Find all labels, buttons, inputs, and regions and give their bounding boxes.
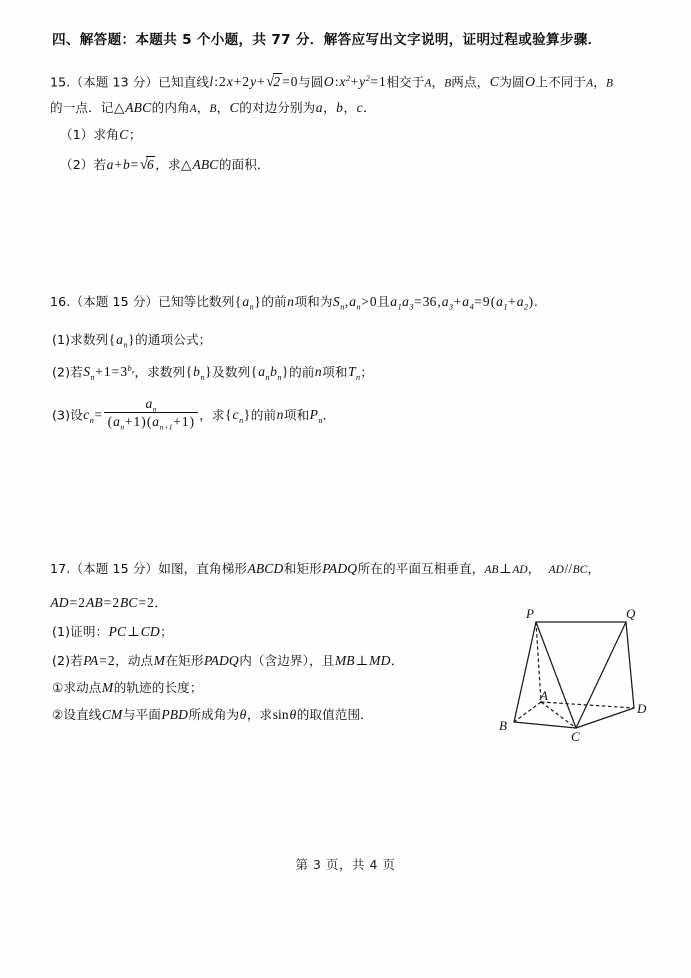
vertex-label-Q: Q	[626, 606, 636, 621]
q16-part2-label: (2)	[52, 364, 71, 380]
q16-part2-mid: ，求数列	[134, 364, 186, 380]
line-cm: CM	[101, 707, 123, 722]
edge-QC	[576, 622, 626, 728]
q16-part2-mid2: 及数列	[212, 364, 251, 380]
circle-ref-text: 为圆	[499, 74, 525, 90]
q17-sub2-label: ②	[52, 707, 64, 722]
q16-part3-label: (3)	[52, 407, 71, 423]
edge-QD	[626, 622, 634, 708]
question-16-stem: 16.（本题 15 分）已知等比数列$\{a_n\}$的前n项和为$S_n,a_n>0$且$a_1a_3=36,a_3+a_4=9(a_1+a_2)$.	[50, 294, 538, 312]
question-17-points: （本题 15 分）	[70, 561, 159, 576]
q17-sub1-text: 求动点	[63, 680, 102, 695]
part-1-suffix: ；	[128, 127, 142, 142]
question-15-stem-line2: 的一点．记△ABC的内角A，B，C的对边分别为a，b，c．	[50, 100, 376, 115]
q17-part2-mid2: 在矩形	[165, 653, 204, 668]
fraction-cn: $\frac{a_n}{(a_n+1)(a_{n+1}+1)}$	[104, 396, 198, 430]
stem-line2-mid: 的内角	[151, 100, 190, 115]
question-17-stem-line1: 17.（本题 15 分）如图，直角梯形ABCD和矩形PADQ所在的平面互相垂直，AB⊥AD， AD//BC，	[50, 561, 601, 576]
part-2-mid: ，求	[155, 157, 181, 172]
question-17-part-1: (1)证明：PC⊥CD；	[52, 624, 173, 639]
q16-part3-text: 设	[70, 407, 83, 423]
section-header: 四、解答题：本题共 5 个小题，共 77 分．解答应写出文字说明，证明过程或验算步骤．	[52, 32, 602, 48]
edge-BC	[514, 722, 576, 728]
question-17-stem-line2: AD=2AB=2BC=2．	[50, 595, 168, 610]
q17-sub1-label: ①	[52, 680, 64, 695]
question-17-part-2-sub2: ②设直线CM与平面PBD所成角为θ，求sinθ的取值范围．	[52, 707, 373, 722]
stem-line2-tail: 的对边分别为	[239, 100, 316, 115]
question-15-part-1	[60, 128, 142, 143]
geometry-figure	[486, 596, 661, 746]
question-16-number: 16.	[50, 294, 71, 309]
q17-part2-mid3: 内（含边界），且	[239, 653, 335, 668]
vertex-label-C: C	[571, 729, 580, 744]
point-m-sub1: M	[101, 680, 114, 695]
q17-sub2-mid: 与平面	[122, 707, 161, 722]
stem-line2-prefix: 的一点．记	[50, 100, 114, 115]
question-17-part-2: (2)若PA=2，动点M在矩形PADQ内（含边界），且MB⊥MD．	[52, 653, 404, 668]
q16-part1-text: 求数列	[70, 332, 109, 347]
vertex-label-D: D	[637, 701, 647, 716]
q17-part1-text: 证明：	[70, 624, 109, 639]
part-2-text: 若	[93, 157, 107, 172]
question-15-stem-prefix: 已知直线	[158, 74, 210, 90]
cond-and: 且	[377, 294, 390, 309]
q17-line2-end: ．	[154, 595, 168, 610]
edge-PB	[514, 622, 536, 722]
page-footer: 第 3 页，共 4 页	[295, 857, 396, 872]
q16-part2-text: 若	[70, 364, 83, 380]
q16-part2-tail: 项和	[322, 364, 348, 380]
q17-part1-end: ；	[160, 624, 173, 639]
q17-part2-mid: ，动点	[115, 653, 154, 668]
q16-part3-tail: 项和	[283, 407, 310, 423]
q16-part3-mid: ，求	[199, 407, 225, 423]
part-1-text: 求角	[93, 127, 119, 142]
question-17-part-2-sub1	[52, 681, 203, 696]
edge-PC	[536, 622, 576, 728]
point-m: M	[153, 653, 166, 668]
question-15-stem-line1: 15.（本题 13 分）已知直线l:2x+2y+ √2 =0与圆$O:x^2+y^2=1$相交于A，B两点，C为圆O上不同于A，B	[50, 74, 614, 91]
stem-mid: 的前	[261, 294, 287, 309]
q17-sub2-tail: 的取值范围．	[296, 707, 373, 722]
q17-sub1-tail: 的轨迹的长度；	[113, 680, 203, 695]
q17-part2-text: 若	[70, 653, 83, 668]
q17-sub2-mid2: 所成角为	[188, 707, 240, 722]
line-name: l	[209, 74, 214, 90]
vertex-label-P: P	[526, 606, 534, 621]
vertex-label-B: B	[499, 718, 507, 733]
q17-stem-prefix: 如图，直角梯形	[158, 561, 248, 576]
question-17-number: 17.	[50, 561, 71, 576]
trapezoid-label: ABCD	[247, 561, 284, 576]
part-2-suffix: 的面积．	[218, 157, 270, 172]
q16-part3-mid2: 的前	[250, 407, 277, 423]
solid-edges	[514, 622, 634, 728]
q17-part1-label: (1)	[52, 624, 71, 639]
vertex-label-A: A	[540, 688, 548, 703]
question-15-stem-suffix: 两点，	[451, 74, 490, 90]
q17-stem-mid2: 所在的平面互相垂直，	[357, 561, 485, 576]
q16-part1-label: (1)	[52, 332, 71, 347]
q17-part2-end: ．	[390, 653, 404, 668]
sqrt-6-glyph: √6	[139, 157, 154, 173]
rect-padq: PADQ	[203, 653, 239, 668]
q17-sub2-mid3: ，求	[246, 707, 273, 722]
part-2-label: （2）	[60, 157, 94, 172]
question-15-number: 15.	[50, 74, 71, 90]
q16-part3-end: ．	[322, 407, 336, 423]
question-16-points: （本题 15 分）	[70, 294, 159, 309]
question-15-points: （本题 13 分）	[70, 74, 159, 90]
question-16-stem-prefix: 已知等比数列	[158, 294, 235, 309]
question-15-part-2: （2）若a+b= √6 ，求△ABC的面积．	[60, 157, 270, 173]
q17-stem-mid: 和矩形	[283, 561, 322, 576]
rectangle-label: PADQ	[322, 561, 358, 576]
question-16-part-1: (1)求数列$\{a_n\}$的通项公式；	[52, 332, 212, 350]
q16-part2-mid3: 的前	[289, 364, 315, 380]
stem-mid2: 项和为	[294, 294, 333, 309]
q17-sub2-text: 设直线	[63, 707, 102, 722]
q16-part1-tail: 的通项公式；	[135, 332, 212, 347]
part-1-label: （1）	[60, 127, 94, 142]
circle-name: O	[323, 74, 334, 90]
angle-c-symbol: C	[119, 127, 129, 142]
q17-part2-label: (2)	[52, 653, 71, 668]
blank-work-area	[76, 185, 231, 277]
sqrt-2-glyph: √2	[266, 74, 281, 91]
question-16-part-3: (3)设$c_n=$ $\frac{a_n}{(a_n+1)(a_{n+1}+1)}$ ，求$\{c_n\}$的前n项和$P_n$．	[52, 396, 336, 432]
question-16-part-2: (2)若$S_n+1=3^{b_n}$，求数列$\{b_n\}$及数列$\{a_nb_n\}$的前n项和$T_n$；	[52, 364, 373, 383]
q16-part2-end: ；	[360, 364, 373, 380]
on-circle-text: 上不同于	[535, 74, 587, 90]
plane-pbd: PBD	[161, 707, 189, 722]
intersect-text: 相交于	[386, 74, 425, 90]
